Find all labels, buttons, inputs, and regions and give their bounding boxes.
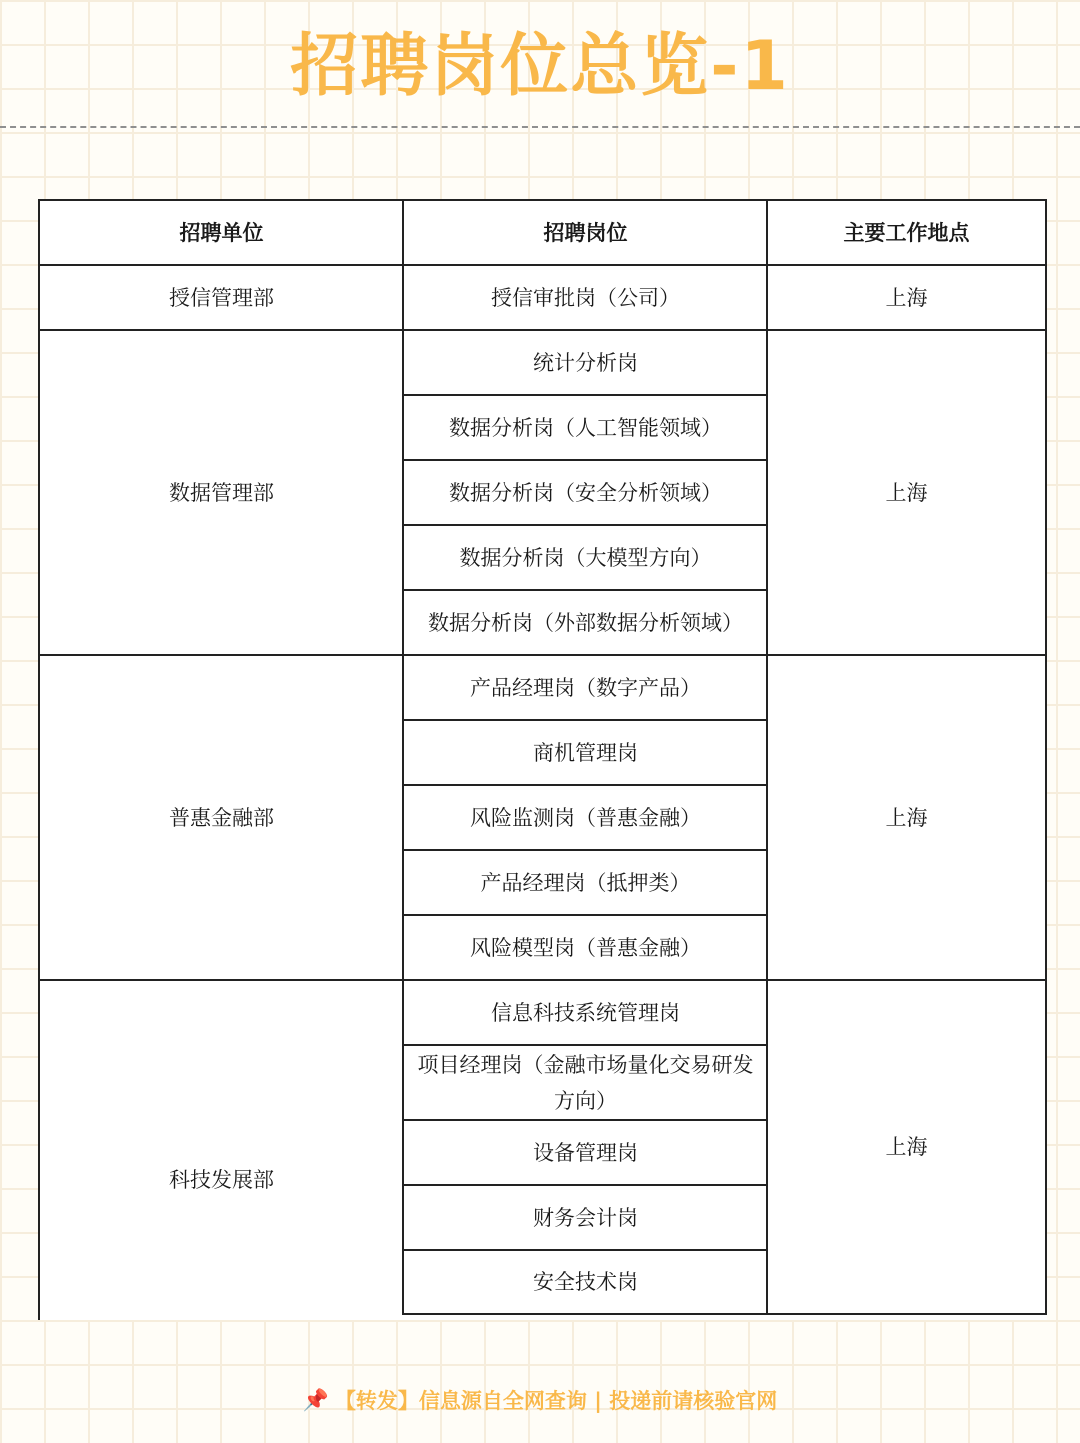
position-cell: 数据分析岗（大模型方向）	[402, 524, 767, 590]
position-cell: 产品经理岗（抵押类）	[402, 849, 767, 915]
footer-note	[0, 1380, 1080, 1420]
position-cell: 产品经理岗（数字产品）	[402, 654, 767, 720]
location-cell: 上海	[766, 979, 1047, 1315]
position-cell: 信息科技系统管理岗	[402, 979, 767, 1045]
position-cell: 风险模型岗（普惠金融）	[402, 914, 767, 980]
location-cell: 上海	[766, 329, 1047, 655]
dashed-divider	[0, 126, 1080, 128]
unit-cell: 科技发展部	[38, 979, 403, 1320]
pushpin-icon: 📌	[302, 1387, 329, 1412]
position-cell: 统计分析岗	[402, 329, 767, 395]
position-cell: 数据分析岗（外部数据分析领域）	[402, 589, 767, 655]
position-cell: 项目经理岗（金融市场量化交易研发方向）	[402, 1044, 767, 1120]
position-cell: 财务会计岗	[402, 1184, 767, 1250]
position-cell: 设备管理岗	[402, 1119, 767, 1185]
position-cell: 安全技术岗	[402, 1249, 767, 1315]
unit-cell: 授信管理部	[38, 264, 403, 330]
position-cell: 风险监测岗（普惠金融）	[402, 784, 767, 850]
header-position: 招聘岗位	[402, 199, 767, 265]
unit-cell: 数据管理部	[38, 329, 403, 655]
location-cell: 上海	[766, 264, 1047, 330]
footer-text: 【转发】信息源自全网查询 | 投递前请核验官网	[334, 1389, 778, 1413]
page-title: 招聘岗位总览-1	[290, 27, 790, 106]
position-cell: 数据分析岗（人工智能领域）	[402, 394, 767, 460]
header-unit: 招聘单位	[38, 199, 403, 265]
header-location: 主要工作地点	[766, 199, 1047, 265]
position-cell: 授信审批岗（公司）	[402, 264, 767, 330]
unit-cell: 普惠金融部	[38, 654, 403, 980]
recruitment-table	[38, 199, 1047, 1320]
position-cell: 商机管理岗	[402, 719, 767, 785]
location-cell: 上海	[766, 654, 1047, 980]
position-cell: 数据分析岗（安全分析领域）	[402, 459, 767, 525]
